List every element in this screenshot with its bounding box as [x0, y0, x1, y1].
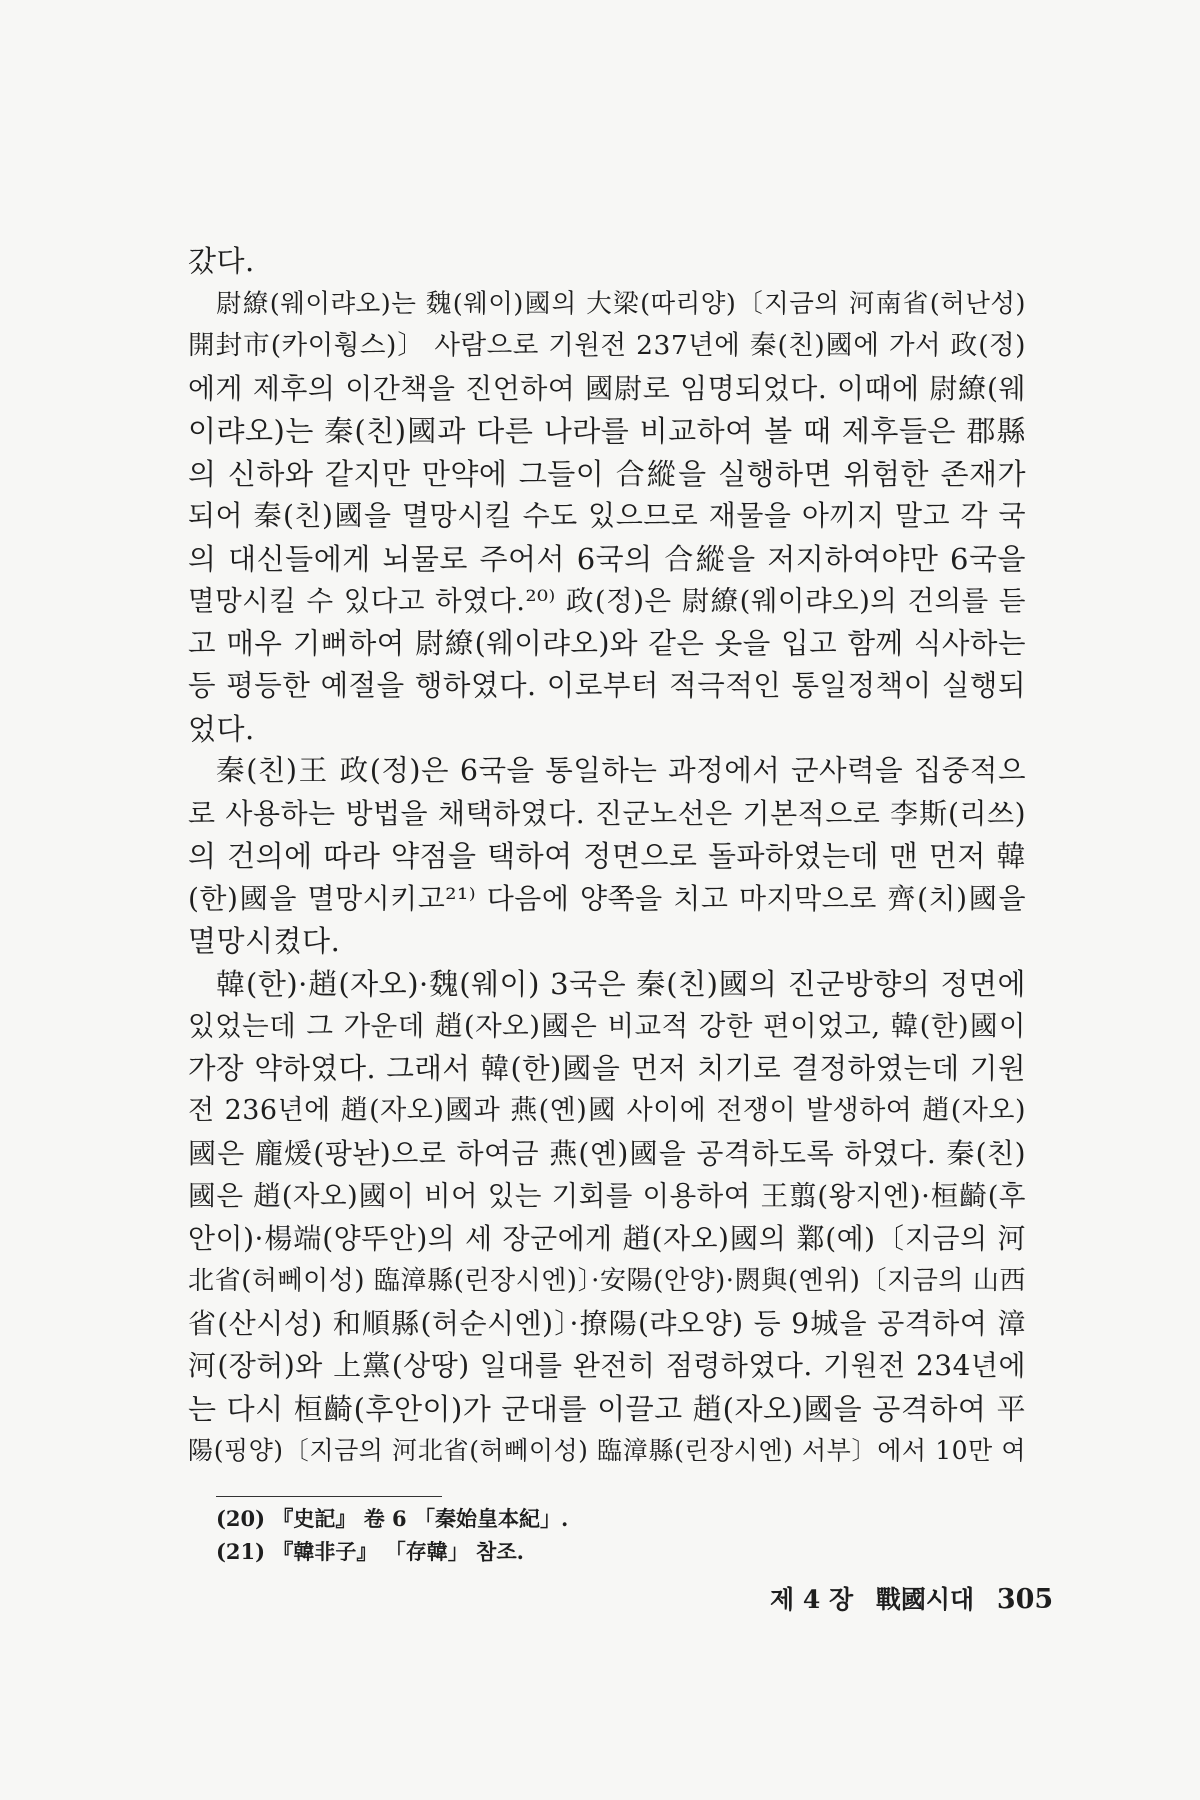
text-line: 國은 龐煖(팡놘)으로 하여금 燕(옌)國을 공격하도록 하였다. 秦(친) [188, 1136, 1026, 1170]
text-line: 國은 趙(자오)國이 비어 있는 기회를 이용하여 王翦(왕지엔)·桓齮(후 [188, 1180, 1026, 1212]
footnote-21: (21) 『韓非子』 「存韓」 참조. [216, 1539, 524, 1564]
text-line: 고 매우 기뻐하여 尉繚(웨이랴오)와 같은 옷을 입고 함께 식사하는 [188, 626, 1026, 660]
text-line: 었다. [188, 711, 255, 746]
text-line: 尉繚(웨이랴오)는 魏(웨이)國의 大梁(따리양)〔지금의 河南省(허난성) [216, 288, 1026, 319]
text-line: 전 236년에 趙(자오)國과 燕(옌)國 사이에 전쟁이 발생하여 趙(자오) [188, 1095, 1026, 1126]
footnotes [216, 1502, 568, 1568]
text-line: 가장 약하였다. 그래서 韓(한)國을 먼저 치기로 결정하였는데 기원 [188, 1051, 1026, 1085]
text-line: 에게 제후의 이간책을 진언하여 國尉로 임명되었다. 이때에 尉繚(웨 [188, 371, 1026, 405]
text-line: 이랴오)는 秦(친)國과 다른 나라를 비교하여 볼 때 제후들은 郡縣 [188, 414, 1026, 448]
text-line: 開封市(카이훵스)〕 사람으로 기원전 237년에 秦(친)國에 가서 政(정) [188, 330, 1026, 361]
text-line: 로 사용하는 방법을 채택하였다. 진군노선은 기본적으로 李斯(리쓰) [188, 796, 1026, 830]
text-line: 멸망시켰다. [188, 924, 341, 958]
text-line: 등 평등한 예절을 행하였다. 이로부터 적극적인 통일정책이 실행되 [188, 669, 1026, 702]
page-number: 305 [996, 1584, 1054, 1615]
text-line: 갔다. [188, 244, 255, 278]
footnote-divider [216, 1496, 442, 1497]
footnote-20: (20) 『史記』 卷 6 「秦始皇本紀」. [216, 1506, 569, 1531]
chapter-label: 제 4 장 [770, 1585, 854, 1614]
text-line: 의 대신들에게 뇌물로 주어서 6국의 合縱을 저지하여야만 6국을 [188, 541, 1026, 576]
text-line: 秦(친)王 政(정)은 6국을 통일하는 과정에서 군사력을 집중적으 [216, 754, 1026, 787]
text-line: 의 건의에 따라 약점을 택하여 정면으로 돌파하였는데 맨 먼저 韓 [188, 839, 1026, 873]
text-line: (한)國을 멸망시키고²¹⁾ 다음에 양쪽을 치고 마지막으로 齊(치)國을 [188, 881, 1026, 915]
text-line: 는 다시 桓齮(후안이)가 군대를 이끌고 趙(자오)國을 공격하여 平 [188, 1391, 1026, 1426]
text-line: 韓(한)·趙(자오)·魏(웨이) 3국은 秦(친)國의 진군방향의 정면에 [216, 966, 1026, 1001]
text-line: 北省(허뻬이성) 臨漳縣(린장시엔)〕·安陽(안양)·閼與(옌위)〔지금의 山西 [188, 1266, 1026, 1296]
text-line: 멸망시킬 수 있다고 하였다.²⁰⁾ 政(정)은 尉繚(웨이랴오)의 건의를 듣 [188, 585, 1026, 617]
text-line: 안이)·楊端(양뚜안)의 세 장군에게 趙(자오)國의 鄴(예)〔지금의 河 [188, 1221, 1026, 1255]
text-line: 되어 秦(친)國을 멸망시킬 수도 있으므로 재물을 아끼지 말고 각 국 [188, 499, 1026, 532]
chapter-title: 戰國시대 [875, 1585, 975, 1614]
text-line: 陽(핑양)〔지금의 河北省(허뻬이성) 臨漳縣(린장시엔) 서부〕에서 10만 여 [188, 1436, 1026, 1465]
text-line: 河(장허)와 上黨(상땅) 일대를 완전히 점령하였다. 기원전 234년에 [188, 1349, 1026, 1382]
text-line: 省(산시성) 和順縣(허순시엔)〕·撩陽(랴오양) 등 9城을 공격하여 漳 [188, 1306, 1026, 1340]
body-text [188, 240, 1026, 1473]
running-footer [770, 1580, 1067, 1616]
text-line: 있었는데 그 가운데 趙(자오)國은 비교적 강한 편이었고, 韓(한)國이 [188, 1010, 1026, 1042]
text-line: 의 신하와 같지만 만약에 그들이 合縱을 실행하면 위험한 존재가 [188, 456, 1026, 491]
